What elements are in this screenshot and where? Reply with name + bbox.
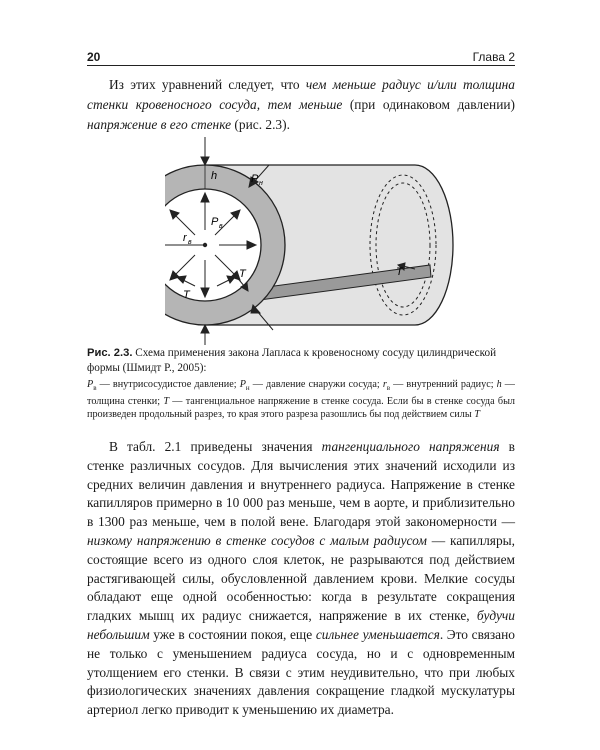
vessel-diagram bbox=[165, 135, 465, 345]
label-r-inner-sub: в bbox=[188, 239, 192, 246]
legend-run: — внутрисосудистое давление; bbox=[96, 379, 240, 390]
body-run: — капилляры, состоящие всего из одного слоя клеток, не разрываются под действием растягивающей силы, обусловленной давлением крови. Мелкие сосуды обладают еще одной особенностью: когда в результате сокращения гладких мышц их радиус снижается, напряжение в их стенке, bbox=[87, 532, 515, 624]
intro-paragraph bbox=[87, 75, 515, 135]
label-p-inner: P bbox=[211, 216, 219, 228]
label-p-outer: P bbox=[251, 173, 259, 185]
page-number: 20 bbox=[87, 50, 101, 64]
body-run: . Это связано не только с уменьшением радиуса сосуда, но и с одновременным утолщением его стенки. В связи с этим неудивительно, что при любых физиологических значениях давления сокращение гладкой мускулатуры артериол легко приводит к уменьшению их диаметра. bbox=[87, 626, 515, 718]
legend-run: r bbox=[382, 379, 387, 390]
legend-run: в bbox=[386, 384, 391, 393]
intro-run: чем меньше радиус и/или толщина стенки кровеносного сосуда, тем меньше bbox=[87, 77, 515, 112]
label-p-inner-sub: в bbox=[219, 223, 223, 230]
caption-prefix: Рис. 2.3. bbox=[87, 347, 133, 359]
label-p-outer-sub: н bbox=[259, 180, 263, 187]
body-run: будучи небольшим bbox=[87, 608, 515, 642]
chapter-title: Глава 2 bbox=[472, 50, 515, 64]
legend-run: н bbox=[245, 384, 250, 393]
legend-run: — внутренний радиус; bbox=[390, 379, 497, 390]
legend-run: в bbox=[93, 384, 97, 393]
center-point bbox=[203, 243, 207, 247]
label-tension-left: T bbox=[183, 289, 190, 301]
intro-run: напряжение в его стенке bbox=[87, 117, 232, 132]
legend-run: — тангенциальное напряжение в стенке сосуда. Если бы в стенке сосуда был произведен продольный разрез, то края этого разреза разошлись бы под действием силы bbox=[87, 396, 516, 421]
legend-run: P bbox=[239, 379, 246, 390]
legend-run: P bbox=[87, 379, 94, 390]
body-run: В табл. 2.1 приведены значения bbox=[109, 439, 322, 454]
legend-run: — толщина стенки; bbox=[87, 379, 515, 408]
label-tension-right: T bbox=[239, 268, 246, 280]
label-h: h bbox=[211, 170, 218, 182]
intro-run: Из этих уравнений следует, что bbox=[109, 77, 306, 92]
body-run: в стенке различных сосудов. Для вычисления этих значений исходили из средних величин давления и внутреннего радиуса. Напряжение в стенке капилляров примерно в 10 000 раз меньше, чем в аорте, и приблизительно в 1300 раз меньше, чем в полой вене. Благодаря этой закономерности — bbox=[87, 439, 516, 530]
vessel-diagram-svg bbox=[165, 135, 465, 345]
running-header bbox=[87, 44, 515, 64]
legend-run: — давление снаружи сосуда; bbox=[249, 379, 383, 390]
caption-text: Схема применения закона Лапласа к кровеносному сосуду цилиндрической формы (Шмидт Р., 2005): bbox=[87, 347, 497, 374]
figure-legend bbox=[87, 378, 515, 421]
intro-run: (рис. 2.3). bbox=[231, 117, 290, 132]
body-run: сильнее уменьшается bbox=[315, 626, 440, 642]
intro-run: (при одинаковом давлении) bbox=[342, 97, 515, 112]
figure-caption bbox=[87, 346, 515, 375]
body-paragraph bbox=[87, 438, 515, 720]
body-run: уже в состоянии покоя, еще bbox=[149, 626, 316, 642]
legend-run: h bbox=[496, 379, 502, 390]
body-run: тангенциального напряжения bbox=[321, 439, 500, 454]
label-r-inner: r bbox=[183, 232, 187, 244]
legend-run: T bbox=[474, 409, 480, 421]
body-run: низкому напряжению в стенке сосудов с малым радиусом bbox=[87, 532, 427, 548]
legend-run: T bbox=[163, 396, 170, 408]
header-rule bbox=[87, 65, 515, 66]
label-tension-slit: T bbox=[396, 266, 403, 278]
